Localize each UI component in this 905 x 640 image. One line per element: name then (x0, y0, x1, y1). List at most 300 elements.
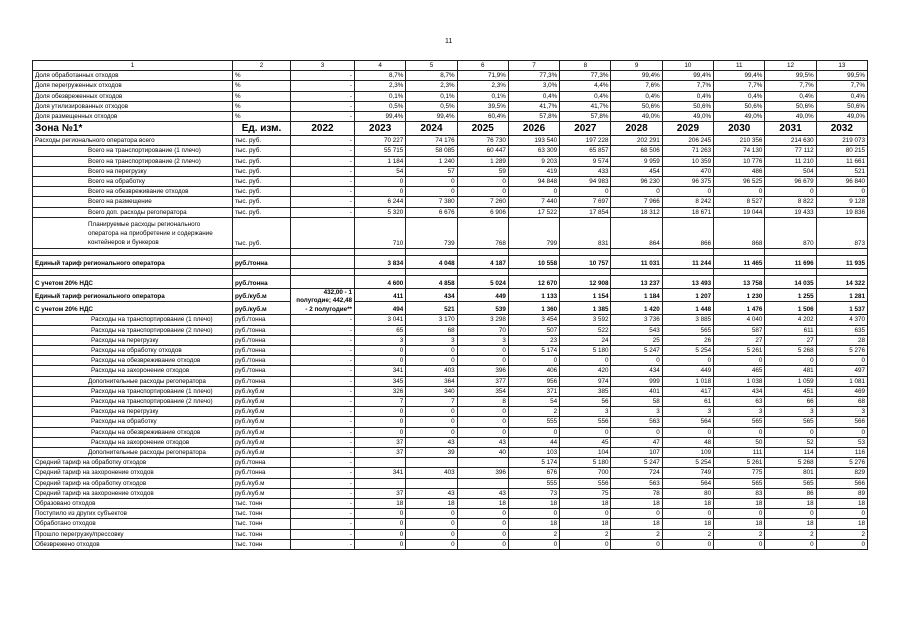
value-cell: 0,4% (611, 91, 662, 101)
row-unit: руб./куб.м (233, 478, 291, 488)
value-cell: 873 (816, 217, 867, 248)
value-cell: 19 836 (816, 207, 867, 217)
value-cell: 1 448 (662, 302, 713, 315)
value-cell: 5 261 (714, 458, 765, 468)
value-cell: 18 (560, 519, 611, 529)
value-cell: 434 (406, 288, 457, 301)
value-cell: 0 (560, 539, 611, 549)
value-cell: 55 715 (355, 146, 406, 156)
value-cell: 8,7% (406, 71, 457, 81)
value-cell: 563 (611, 417, 662, 427)
table-row (33, 386, 868, 396)
value-cell: 0 (816, 356, 867, 366)
value-cell: 0 (662, 356, 713, 366)
value-cell: 12 670 (508, 275, 559, 288)
value-cell: 18 (508, 499, 559, 509)
value-cell: 504 (765, 166, 816, 176)
value-cell: 345 (355, 376, 406, 386)
value-cell: 0 (457, 509, 508, 519)
value-cell: 3 (457, 335, 508, 345)
year-header: 2022 (291, 122, 355, 136)
value-cell: 71,9% (457, 71, 508, 81)
value-cell: 96 840 (816, 177, 867, 187)
value-cell: 341 (355, 468, 406, 478)
row-label: Расходы на обработку отходов (33, 345, 233, 355)
value-cell: 3 454 (508, 315, 559, 325)
row-label: Средний тариф на захоронение отходов (33, 468, 233, 478)
value-cell: 9 203 (508, 156, 559, 166)
value-cell: 1 154 (560, 288, 611, 301)
value-cell: 434 (714, 386, 765, 396)
value-cell: 635 (816, 325, 867, 335)
value-cell: 11 935 (816, 255, 867, 268)
row-unit: руб./тонна (233, 376, 291, 386)
value-cell: 99,4% (714, 71, 765, 81)
row-unit: руб./куб.м (233, 417, 291, 427)
value-cell: 25 (611, 335, 662, 345)
value-cell: 66 (765, 396, 816, 406)
value-cell: 5 180 (560, 345, 611, 355)
column-number-cell: 3 (291, 61, 355, 71)
value-cell: 18 (457, 499, 508, 509)
value-cell: 434 (611, 366, 662, 376)
value-cell: 403 (406, 468, 457, 478)
value-cell: 0,4% (560, 91, 611, 101)
value-cell: 210 356 (714, 136, 765, 146)
table-row (33, 335, 868, 345)
column-number-row (33, 61, 868, 71)
row-label: С учетом 20% НДС (33, 302, 233, 315)
row-2022-value: - (291, 529, 355, 539)
value-cell: 417 (662, 386, 713, 396)
value-cell: 1 018 (662, 376, 713, 386)
value-cell: 4 202 (765, 315, 816, 325)
value-cell: 564 (662, 417, 713, 427)
value-cell: 2 (765, 529, 816, 539)
value-cell: 37 (355, 437, 406, 447)
value-cell: 396 (457, 468, 508, 478)
value-cell: 5 247 (611, 345, 662, 355)
row-unit: руб./тонна (233, 325, 291, 335)
row-2022-value: - (291, 91, 355, 101)
table-row (33, 91, 868, 101)
value-cell: 10 558 (508, 255, 559, 268)
row-label: Прошло перегрузку/прессовку (33, 529, 233, 539)
value-cell: 700 (560, 468, 611, 478)
value-cell: 566 (816, 417, 867, 427)
value-cell: 39,5% (457, 101, 508, 111)
value-cell: 13 758 (714, 275, 765, 288)
value-cell: 1 537 (816, 302, 867, 315)
tariff-row (33, 275, 868, 288)
value-cell: 486 (714, 166, 765, 176)
column-number-cell: 4 (355, 61, 406, 71)
value-cell: 0 (355, 417, 406, 427)
column-number-cell: 5 (406, 61, 457, 71)
table-row (33, 488, 868, 498)
value-cell: 3 (355, 335, 406, 345)
value-cell: 0 (560, 356, 611, 366)
value-cell: 0 (765, 356, 816, 366)
value-cell: 1 184 (611, 288, 662, 301)
row-unit: % (233, 81, 291, 91)
spacer-cell (611, 268, 662, 275)
table-row (33, 509, 868, 519)
value-cell (355, 478, 406, 488)
value-cell: 77 112 (765, 146, 816, 156)
value-cell: 8 527 (714, 197, 765, 207)
value-cell: 3 170 (406, 315, 457, 325)
value-cell: 202 291 (611, 136, 662, 146)
value-cell: 0 (457, 417, 508, 427)
value-cell: 0 (355, 177, 406, 187)
value-cell: 99,4% (355, 112, 406, 122)
value-cell: 3,0% (508, 81, 559, 91)
row-label: Расходы регионального оператора всего (33, 136, 233, 146)
value-cell: 587 (714, 325, 765, 335)
value-cell: 77,3% (560, 71, 611, 81)
row-unit: руб./тонна (233, 356, 291, 366)
value-cell: 497 (816, 366, 867, 376)
row-label: Всего на обезвреживание отходов (33, 187, 233, 197)
value-cell: 7,7% (765, 81, 816, 91)
value-cell: 0,4% (508, 91, 559, 101)
value-cell: 0 (765, 509, 816, 519)
value-cell: 0 (508, 187, 559, 197)
value-cell: 2 (508, 407, 559, 417)
spacer-cell (233, 268, 291, 275)
value-cell: 3 041 (355, 315, 406, 325)
value-cell: 0 (457, 539, 508, 549)
value-cell: 17 522 (508, 207, 559, 217)
row-unit: руб./тонна (233, 275, 291, 288)
value-cell: 676 (508, 468, 559, 478)
row-2022-value: - (291, 386, 355, 396)
value-cell: 59 (457, 166, 508, 176)
value-cell: 9 128 (816, 197, 867, 207)
spacer-cell (406, 248, 457, 255)
row-unit: % (233, 91, 291, 101)
value-cell: 1 420 (611, 302, 662, 315)
row-unit: тыс. тонн (233, 499, 291, 509)
row-unit: руб./куб.м (233, 447, 291, 457)
value-cell: 57 (406, 166, 457, 176)
row-label: Доля обработанных отходов (33, 71, 233, 81)
value-cell: 5 276 (816, 345, 867, 355)
value-cell: 96 375 (662, 177, 713, 187)
value-cell: 71 263 (662, 146, 713, 156)
year-header: 2028 (611, 122, 662, 136)
value-cell: 0 (457, 356, 508, 366)
spacer-cell (33, 248, 233, 255)
value-cell: 611 (765, 325, 816, 335)
row-2022-value: - (291, 499, 355, 509)
row-2022-value: - (291, 325, 355, 335)
value-cell: 0 (714, 187, 765, 197)
value-cell: 8 (457, 396, 508, 406)
table-row (33, 458, 868, 468)
value-cell: 4 187 (457, 255, 508, 268)
value-cell: 56 (560, 396, 611, 406)
value-cell: 5 320 (355, 207, 406, 217)
value-cell: 0 (765, 187, 816, 197)
row-unit: тыс. тонн (233, 519, 291, 529)
value-cell: 70 (457, 325, 508, 335)
value-cell: 94 848 (508, 177, 559, 187)
value-cell: 63 309 (508, 146, 559, 156)
row-label: Средний тариф на захоронение отходов (33, 488, 233, 498)
row-label: Всего на транспортирование (1 плечо) (33, 146, 233, 156)
unit-header: Ед. изм. (233, 122, 291, 136)
value-cell: 43 (457, 437, 508, 447)
value-cell: 10 757 (560, 255, 611, 268)
value-cell: 522 (560, 325, 611, 335)
value-cell: 403 (406, 366, 457, 376)
value-cell: 18 (611, 499, 662, 509)
value-cell: 39 (406, 447, 457, 457)
row-label: Расходы на перегрузку (33, 407, 233, 417)
value-cell: 0 (714, 427, 765, 437)
table-row (33, 468, 868, 478)
value-cell: 12 908 (560, 275, 611, 288)
page-number: 11 (445, 38, 453, 45)
spacer-cell (355, 248, 406, 255)
row-2022-value: - (291, 315, 355, 325)
value-cell: 14 322 (816, 275, 867, 288)
value-cell: 116 (816, 447, 867, 457)
row-label: Единый тариф регионального оператора (33, 255, 233, 268)
value-cell: 3 (765, 407, 816, 417)
value-cell: 0 (355, 356, 406, 366)
value-cell: 0 (662, 509, 713, 519)
value-cell: 1 081 (816, 376, 867, 386)
row-2022-value: - (291, 146, 355, 156)
value-cell: 0 (816, 509, 867, 519)
value-cell: 470 (662, 166, 713, 176)
row-unit: руб./тонна (233, 458, 291, 468)
value-cell: 6 676 (406, 207, 457, 217)
column-number-cell: 12 (765, 61, 816, 71)
value-cell: 4 040 (714, 315, 765, 325)
value-cell: 481 (765, 366, 816, 376)
year-header: 2032 (816, 122, 867, 136)
row-label: Расходы на захоронение отходов (33, 366, 233, 376)
table-row (33, 315, 868, 325)
row-unit: тыс. руб. (233, 187, 291, 197)
value-cell: 974 (560, 376, 611, 386)
row-unit: руб./куб.м (233, 437, 291, 447)
value-cell: 58 085 (406, 146, 457, 156)
value-cell: 539 (457, 302, 508, 315)
spacer-cell (662, 248, 713, 255)
table-row (33, 177, 868, 187)
value-cell: 0 (611, 509, 662, 519)
row-label: Обработано отходов (33, 519, 233, 529)
value-cell: 80 (662, 488, 713, 498)
value-cell: 94 983 (560, 177, 611, 187)
value-cell: 11 696 (765, 255, 816, 268)
value-cell: 0 (406, 417, 457, 427)
value-cell: 7,6% (611, 81, 662, 91)
table-row (33, 217, 868, 248)
value-cell: 0 (355, 539, 406, 549)
row-2022-value: - (291, 112, 355, 122)
row-unit: руб./куб.м (233, 288, 291, 301)
row-unit: тыс. тонн (233, 539, 291, 549)
column-number-cell: 11 (714, 61, 765, 71)
table-row (33, 447, 868, 457)
value-cell: 0 (406, 356, 457, 366)
row-2022-value: - (291, 447, 355, 457)
value-cell: 555 (508, 478, 559, 488)
value-cell: 47 (611, 437, 662, 447)
value-cell: 371 (508, 386, 559, 396)
value-cell: 5 268 (765, 458, 816, 468)
column-number-cell: 10 (662, 61, 713, 71)
table-row (33, 356, 868, 366)
value-cell: 0 (714, 539, 765, 549)
half-year-tariff-note: 432,00 - 1 полугодие; 442,48 - 2 полугодие** (291, 288, 355, 315)
value-cell: 41,7% (508, 101, 559, 111)
value-cell: 0 (765, 539, 816, 549)
value-cell: 19 433 (765, 207, 816, 217)
value-cell: 5 024 (457, 275, 508, 288)
value-cell: 2,3% (406, 81, 457, 91)
row-2022-value (291, 217, 355, 248)
value-cell: 0 (406, 407, 457, 417)
value-cell: 73 (508, 488, 559, 498)
value-cell: 0,1% (457, 91, 508, 101)
row-label: Расходы на обезвреживание отходов (33, 427, 233, 437)
row-2022-value: - (291, 207, 355, 217)
value-cell: 18 (765, 519, 816, 529)
value-cell: 4 858 (406, 275, 457, 288)
row-2022-value: - (291, 356, 355, 366)
value-cell: 18 (662, 499, 713, 509)
value-cell: 114 (765, 447, 816, 457)
value-cell: 197 228 (560, 136, 611, 146)
value-cell: 0 (355, 427, 406, 437)
value-cell: 956 (508, 376, 559, 386)
value-cell: 9 959 (611, 156, 662, 166)
row-label: Доля обезвреженных отходов (33, 91, 233, 101)
value-cell: 107 (611, 447, 662, 457)
value-cell: 0,4% (662, 91, 713, 101)
value-cell: 565 (714, 417, 765, 427)
value-cell: 5 254 (662, 458, 713, 468)
row-2022-value: - (291, 407, 355, 417)
value-cell: 0 (406, 187, 457, 197)
zone-label: Зона №1* (33, 122, 233, 136)
value-cell: 449 (662, 366, 713, 376)
table-row (33, 407, 868, 417)
value-cell: 0 (508, 356, 559, 366)
value-cell: 0 (355, 407, 406, 417)
row-2022-value: - (291, 509, 355, 519)
row-label: Доля перегруженных отходов (33, 81, 233, 91)
value-cell: 0,1% (406, 91, 457, 101)
row-unit: руб./тонна (233, 315, 291, 325)
value-cell: 0,4% (816, 91, 867, 101)
value-cell: 193 540 (508, 136, 559, 146)
row-2022-value: - (291, 101, 355, 111)
row-unit: руб./тонна (233, 366, 291, 376)
row-unit: руб./тонна (233, 255, 291, 268)
spacer-cell (714, 268, 765, 275)
table-row (33, 112, 868, 122)
value-cell: 8 822 (765, 197, 816, 207)
value-cell: 27 (765, 335, 816, 345)
spacer-cell (611, 248, 662, 255)
value-cell: 1 230 (714, 288, 765, 301)
value-cell: 17 854 (560, 207, 611, 217)
value-cell: 521 (406, 302, 457, 315)
row-unit: тыс. руб. (233, 166, 291, 176)
table-row (33, 81, 868, 91)
table-row (33, 396, 868, 406)
value-cell: 7,7% (816, 81, 867, 91)
row-label: Поступило из других субъектов (33, 509, 233, 519)
row-unit: руб./куб.м (233, 396, 291, 406)
value-cell: 469 (816, 386, 867, 396)
value-cell: 4 370 (816, 315, 867, 325)
row-2022-value: - (291, 468, 355, 478)
value-cell: 1 059 (765, 376, 816, 386)
spacer-cell (662, 268, 713, 275)
row-label: Дополнительные расходы регоператора (33, 447, 233, 457)
value-cell: 7 380 (406, 197, 457, 207)
value-cell: 563 (611, 478, 662, 488)
value-cell: 49,0% (714, 112, 765, 122)
value-cell: 18 312 (611, 207, 662, 217)
value-cell: 18 (662, 519, 713, 529)
row-unit: тыс. руб. (233, 197, 291, 207)
value-cell: 1 240 (406, 156, 457, 166)
year-header: 2025 (457, 122, 508, 136)
value-cell (406, 478, 457, 488)
value-cell: 454 (611, 166, 662, 176)
value-cell (355, 458, 406, 468)
row-2022-value: - (291, 396, 355, 406)
row-2022-value: - (291, 376, 355, 386)
value-cell: 219 073 (816, 136, 867, 146)
value-cell: 0 (355, 187, 406, 197)
value-cell: 411 (355, 288, 406, 301)
row-2022-value: - (291, 166, 355, 176)
value-cell: 96 230 (611, 177, 662, 187)
value-cell: 57,8% (508, 112, 559, 122)
value-cell: 1 281 (816, 288, 867, 301)
value-cell: 70 227 (355, 136, 406, 146)
value-cell: 50,6% (816, 101, 867, 111)
value-cell: 0 (406, 539, 457, 549)
value-cell: 451 (765, 386, 816, 396)
row-label: Расходы на транспортирование (1 плечо) (33, 386, 233, 396)
year-header: 2030 (714, 122, 765, 136)
value-cell: 37 (355, 488, 406, 498)
value-cell: 0 (457, 345, 508, 355)
tariff-row (33, 302, 868, 315)
value-cell: 7 (355, 396, 406, 406)
row-2022-value: - (291, 478, 355, 488)
table-row (33, 519, 868, 529)
spacer-cell (816, 248, 867, 255)
spacer-cell (816, 268, 867, 275)
row-unit: % (233, 101, 291, 111)
value-cell: 4,4% (560, 81, 611, 91)
value-cell: 3 736 (611, 315, 662, 325)
spacer-cell (765, 248, 816, 255)
